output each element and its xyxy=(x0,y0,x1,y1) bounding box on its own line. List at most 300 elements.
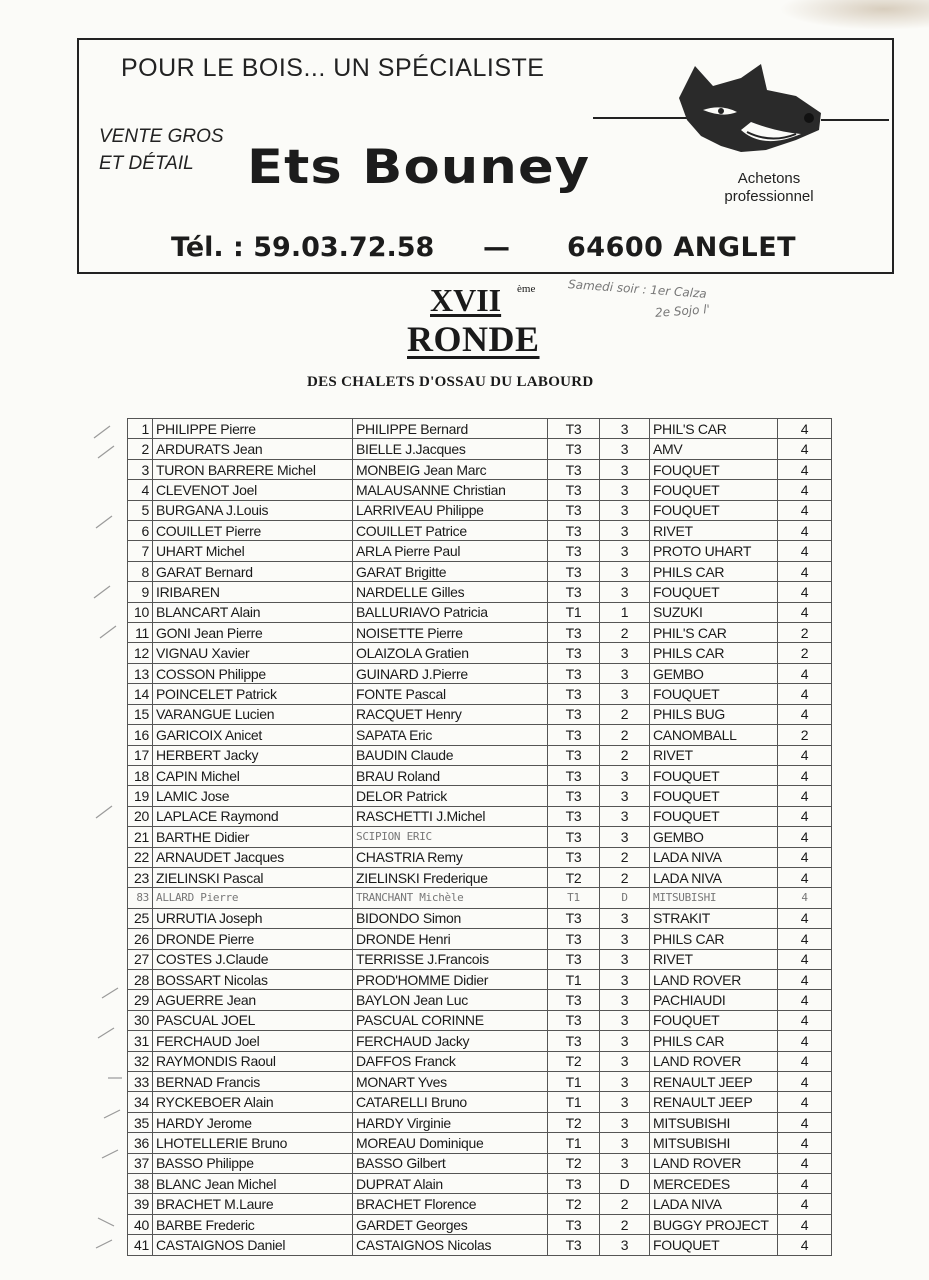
cell-cls: T3 xyxy=(548,990,600,1010)
cell-num: 14 xyxy=(128,684,153,704)
cell-grp: 2 xyxy=(600,1194,650,1214)
cell-grp: 3 xyxy=(600,969,650,989)
cell-pts: 4 xyxy=(778,765,832,785)
ad-achetons-line2: professionnel xyxy=(724,188,814,205)
cell-driver: DRONDE Pierre xyxy=(153,929,353,949)
table-row xyxy=(128,1092,832,1112)
cell-codriver: PHILIPPE Bernard xyxy=(353,419,548,439)
cell-num: 11 xyxy=(128,623,153,643)
cell-cls: T2 xyxy=(548,1112,600,1132)
table-row xyxy=(128,500,832,520)
cell-cls: T3 xyxy=(548,663,600,683)
cell-car: PROTO UHART xyxy=(650,541,778,561)
cell-codriver: BIELLE J.Jacques xyxy=(353,439,548,459)
table-row xyxy=(128,949,832,969)
cell-num: 13 xyxy=(128,663,153,683)
cell-pts: 4 xyxy=(778,439,832,459)
cell-cls: T3 xyxy=(548,623,600,643)
table-row xyxy=(128,1235,832,1256)
ad-achetons-line1: Achetons xyxy=(737,170,801,187)
cell-cls: T3 xyxy=(548,806,600,826)
handwritten-note-line2: 2e Sojo l' xyxy=(654,302,711,320)
cell-grp: 3 xyxy=(600,908,650,928)
cell-num: 10 xyxy=(128,602,153,622)
margin-tick-marks xyxy=(88,418,128,1258)
table-row xyxy=(128,725,832,745)
cell-driver: ALLARD Pierre xyxy=(153,888,353,908)
cell-grp: 2 xyxy=(600,704,650,724)
ad-brand-name: Ets Bouney xyxy=(247,140,591,195)
cell-grp: 3 xyxy=(600,1092,650,1112)
cell-driver: TURON BARRERE Michel xyxy=(153,459,353,479)
cell-car: RENAULT JEEP xyxy=(650,1092,778,1112)
event-subtitle: DES CHALETS D'OSSAU DU LABOURD xyxy=(307,374,594,390)
cell-num: 18 xyxy=(128,765,153,785)
cell-pts: 4 xyxy=(778,684,832,704)
table-row xyxy=(128,908,832,928)
cell-codriver: DELOR Patrick xyxy=(353,786,548,806)
cell-driver: LHOTELLERIE Bruno xyxy=(153,1133,353,1153)
cell-num: 7 xyxy=(128,541,153,561)
cell-codriver: CASTAIGNOS Nicolas xyxy=(353,1235,548,1256)
cell-driver: BOSSART Nicolas xyxy=(153,969,353,989)
cell-grp: 3 xyxy=(600,500,650,520)
table-row xyxy=(128,888,832,908)
cell-driver: GONI Jean Pierre xyxy=(153,623,353,643)
cell-pts: 4 xyxy=(778,847,832,867)
cell-codriver: OLAIZOLA Gratien xyxy=(353,643,548,663)
table-row xyxy=(128,1112,832,1132)
cell-car: PHIL'S CAR xyxy=(650,623,778,643)
table-row xyxy=(128,439,832,459)
ad-tagline: POUR LE BOIS... UN SPÉCIALISTE xyxy=(121,54,545,82)
cell-num: 39 xyxy=(128,1194,153,1214)
table-row xyxy=(128,745,832,765)
cell-codriver: ARLA Pierre Paul xyxy=(353,541,548,561)
cell-cls: T3 xyxy=(548,765,600,785)
cell-cls: T3 xyxy=(548,786,600,806)
cell-num: 5 xyxy=(128,500,153,520)
cell-cls: T3 xyxy=(548,582,600,602)
cell-codriver: GUINARD J.Pierre xyxy=(353,663,548,683)
cell-codriver: NARDELLE Gilles xyxy=(353,582,548,602)
cell-grp: 2 xyxy=(600,623,650,643)
cell-car: PHILS CAR xyxy=(650,1031,778,1051)
cell-num: 15 xyxy=(128,704,153,724)
cell-grp: 3 xyxy=(600,582,650,602)
cell-driver: BASSO Philippe xyxy=(153,1153,353,1173)
cell-num: 40 xyxy=(128,1214,153,1234)
cell-driver: COSTES J.Claude xyxy=(153,949,353,969)
cell-codriver: MONBEIG Jean Marc xyxy=(353,459,548,479)
cell-grp: 3 xyxy=(600,643,650,663)
table-row xyxy=(128,480,832,500)
cell-car: MERCEDES xyxy=(650,1174,778,1194)
table-row xyxy=(128,806,832,826)
cell-car: CANOMBALL xyxy=(650,725,778,745)
cell-codriver: NOISETTE Pierre xyxy=(353,623,548,643)
cell-pts: 4 xyxy=(778,1174,832,1194)
cell-car: GEMBO xyxy=(650,827,778,847)
cell-num: 6 xyxy=(128,521,153,541)
cell-grp: 3 xyxy=(600,949,650,969)
cell-grp: 3 xyxy=(600,1010,650,1030)
table-row xyxy=(128,459,832,479)
cell-pts: 4 xyxy=(778,745,832,765)
cell-num: 41 xyxy=(128,1235,153,1256)
cell-codriver: MOREAU Dominique xyxy=(353,1133,548,1153)
cell-driver: GARICOIX Anicet xyxy=(153,725,353,745)
cell-driver: IRIBAREN xyxy=(153,582,353,602)
cell-car: GEMBO xyxy=(650,663,778,683)
cell-car: FOUQUET xyxy=(650,765,778,785)
cell-driver: BARTHE Didier xyxy=(153,827,353,847)
cell-pts: 4 xyxy=(778,827,832,847)
cell-grp: 3 xyxy=(600,806,650,826)
table-row xyxy=(128,1031,832,1051)
table-row xyxy=(128,847,832,867)
entries-table xyxy=(127,418,832,1256)
cell-codriver: DAFFOS Franck xyxy=(353,1051,548,1071)
cell-grp: 3 xyxy=(600,1112,650,1132)
cell-num: 27 xyxy=(128,949,153,969)
cell-codriver: CATARELLI Bruno xyxy=(353,1092,548,1112)
cell-grp: 3 xyxy=(600,1153,650,1173)
cell-pts: 4 xyxy=(778,704,832,724)
cell-pts: 4 xyxy=(778,908,832,928)
cell-driver: COSSON Philippe xyxy=(153,663,353,683)
cell-num: 20 xyxy=(128,806,153,826)
cell-pts: 4 xyxy=(778,949,832,969)
cell-pts: 2 xyxy=(778,623,832,643)
cell-grp: 2 xyxy=(600,847,650,867)
cell-car: PHILS CAR xyxy=(650,643,778,663)
cell-cls: T3 xyxy=(548,480,600,500)
cell-driver: BRACHET M.Laure xyxy=(153,1194,353,1214)
cell-car: FOUQUET xyxy=(650,480,778,500)
cell-pts: 4 xyxy=(778,1051,832,1071)
cell-car: MITSUBISHI xyxy=(650,1133,778,1153)
cell-cls: T1 xyxy=(548,888,600,908)
cell-driver: UHART Michel xyxy=(153,541,353,561)
cell-pts: 4 xyxy=(778,1092,832,1112)
cell-grp: 3 xyxy=(600,786,650,806)
cell-cls: T3 xyxy=(548,725,600,745)
cell-codriver: MALAUSANNE Christian xyxy=(353,480,548,500)
cell-car: RIVET xyxy=(650,521,778,541)
cell-car: LADA NIVA xyxy=(650,1194,778,1214)
ad-phone: Tél. : 59.03.72.58 xyxy=(171,232,435,263)
table-row xyxy=(128,684,832,704)
cell-driver: COUILLET Pierre xyxy=(153,521,353,541)
cell-grp: 3 xyxy=(600,684,650,704)
cell-num: 33 xyxy=(128,1072,153,1092)
cell-car: AMV xyxy=(650,439,778,459)
ad-vente-line2: ET DÉTAIL xyxy=(99,153,194,174)
cell-driver: GARAT Bernard xyxy=(153,561,353,581)
cell-car: LADA NIVA xyxy=(650,847,778,867)
cell-codriver: COUILLET Patrice xyxy=(353,521,548,541)
cell-cls: T3 xyxy=(548,459,600,479)
cell-driver: FERCHAUD Joel xyxy=(153,1031,353,1051)
cell-num: 30 xyxy=(128,1010,153,1030)
cell-driver: HERBERT Jacky xyxy=(153,745,353,765)
table-row xyxy=(128,867,832,887)
cell-car: LADA NIVA xyxy=(650,867,778,887)
cell-codriver: HARDY Virginie xyxy=(353,1112,548,1132)
table-row xyxy=(128,521,832,541)
table-row xyxy=(128,1194,832,1214)
table-row xyxy=(128,663,832,683)
cell-num: 31 xyxy=(128,1031,153,1051)
cell-codriver: DRONDE Henri xyxy=(353,929,548,949)
cell-pts: 4 xyxy=(778,1153,832,1173)
cell-cls: T3 xyxy=(548,908,600,928)
cell-car: PHILS CAR xyxy=(650,561,778,581)
cell-codriver: GARAT Brigitte xyxy=(353,561,548,581)
cell-pts: 4 xyxy=(778,1194,832,1214)
cell-grp: 3 xyxy=(600,480,650,500)
cell-pts: 4 xyxy=(778,786,832,806)
cell-car: STRAKIT xyxy=(650,908,778,928)
cell-car: FOUQUET xyxy=(650,806,778,826)
cell-grp: 3 xyxy=(600,1133,650,1153)
cell-driver: AGUERRE Jean xyxy=(153,990,353,1010)
ad-vente-line1: VENTE GROS xyxy=(99,126,224,147)
cell-num: 28 xyxy=(128,969,153,989)
cell-car: SUZUKI xyxy=(650,602,778,622)
cell-driver: VIGNAU Xavier xyxy=(153,643,353,663)
cell-cls: T1 xyxy=(548,1072,600,1092)
cell-pts: 2 xyxy=(778,725,832,745)
cell-pts: 2 xyxy=(778,643,832,663)
cell-num: 16 xyxy=(128,725,153,745)
cell-codriver: SCIPION ERIC xyxy=(353,827,548,847)
cell-car: FOUQUET xyxy=(650,459,778,479)
cell-cls: T3 xyxy=(548,684,600,704)
cell-pts: 4 xyxy=(778,582,832,602)
cell-car: PHIL'S CAR xyxy=(650,419,778,439)
cell-grp: 3 xyxy=(600,663,650,683)
cell-driver: BURGANA J.Louis xyxy=(153,500,353,520)
cell-grp: 3 xyxy=(600,419,650,439)
cell-num: 22 xyxy=(128,847,153,867)
table-row xyxy=(128,929,832,949)
cell-cls: T3 xyxy=(548,1174,600,1194)
cell-grp: 3 xyxy=(600,521,650,541)
cell-cls: T3 xyxy=(548,439,600,459)
cell-car: LAND ROVER xyxy=(650,969,778,989)
cell-cls: T3 xyxy=(548,1235,600,1256)
cell-num: 8 xyxy=(128,561,153,581)
table-row xyxy=(128,541,832,561)
cell-driver: VARANGUE Lucien xyxy=(153,704,353,724)
cell-cls: T3 xyxy=(548,745,600,765)
cell-num: 32 xyxy=(128,1051,153,1071)
cell-num: 3 xyxy=(128,459,153,479)
table-row xyxy=(128,990,832,1010)
cell-cls: T2 xyxy=(548,1194,600,1214)
table-row xyxy=(128,1174,832,1194)
cell-pts: 4 xyxy=(778,1112,832,1132)
cell-cls: T1 xyxy=(548,1092,600,1112)
cell-cls: T3 xyxy=(548,561,600,581)
cell-grp: 2 xyxy=(600,745,650,765)
cell-driver: RAYMONDIS Raoul xyxy=(153,1051,353,1071)
cell-pts: 4 xyxy=(778,969,832,989)
cell-car: FOUQUET xyxy=(650,1235,778,1256)
cell-grp: D xyxy=(600,888,650,908)
cell-driver: URRUTIA Joseph xyxy=(153,908,353,928)
cell-grp: 3 xyxy=(600,1051,650,1071)
cell-driver: PHILIPPE Pierre xyxy=(153,419,353,439)
cell-cls: T3 xyxy=(548,500,600,520)
cell-cls: T3 xyxy=(548,643,600,663)
cell-num: 26 xyxy=(128,929,153,949)
cell-codriver: BRACHET Florence xyxy=(353,1194,548,1214)
cell-cls: T3 xyxy=(548,704,600,724)
entries-table-body xyxy=(128,419,832,1256)
cell-codriver: CHASTRIA Remy xyxy=(353,847,548,867)
cell-cls: T1 xyxy=(548,1133,600,1153)
cell-pts: 4 xyxy=(778,888,832,908)
cell-driver: PASCUAL JOEL xyxy=(153,1010,353,1030)
cell-num: 83 xyxy=(128,888,153,908)
cell-num: 34 xyxy=(128,1092,153,1112)
cell-codriver: BALLURIAVO Patricia xyxy=(353,602,548,622)
cell-driver: ARNAUDET Jacques xyxy=(153,847,353,867)
cell-pts: 4 xyxy=(778,806,832,826)
cell-codriver: TERRISSE J.Francois xyxy=(353,949,548,969)
cell-grp: 3 xyxy=(600,990,650,1010)
table-row xyxy=(128,623,832,643)
cell-grp: 3 xyxy=(600,561,650,581)
cell-codriver: RACQUET Henry xyxy=(353,704,548,724)
cell-codriver: LARRIVEAU Philippe xyxy=(353,500,548,520)
cell-pts: 4 xyxy=(778,480,832,500)
cell-grp: 2 xyxy=(600,867,650,887)
cell-car: FOUQUET xyxy=(650,786,778,806)
cell-codriver: BRAU Roland xyxy=(353,765,548,785)
cell-codriver: DUPRAT Alain xyxy=(353,1174,548,1194)
cell-cls: T3 xyxy=(548,929,600,949)
ad-vente xyxy=(99,123,224,177)
cell-car: FOUQUET xyxy=(650,1010,778,1030)
ad-dash: — xyxy=(483,232,510,263)
table-row xyxy=(128,1153,832,1173)
cell-driver: BLANC Jean Michel xyxy=(153,1174,353,1194)
cell-car: RIVET xyxy=(650,949,778,969)
table-row xyxy=(128,602,832,622)
cell-num: 1 xyxy=(128,419,153,439)
cell-num: 25 xyxy=(128,908,153,928)
cell-grp: 3 xyxy=(600,439,650,459)
table-row xyxy=(128,1072,832,1092)
cell-driver: ZIELINSKI Pascal xyxy=(153,867,353,887)
cell-pts: 4 xyxy=(778,500,832,520)
cell-codriver: SAPATA Eric xyxy=(353,725,548,745)
cell-codriver: BAYLON Jean Luc xyxy=(353,990,548,1010)
cell-driver: CASTAIGNOS Daniel xyxy=(153,1235,353,1256)
cell-pts: 4 xyxy=(778,663,832,683)
cell-driver: CLEVENOT Joel xyxy=(153,480,353,500)
cell-pts: 4 xyxy=(778,1010,832,1030)
advertisement-box xyxy=(77,38,894,274)
cell-driver: BLANCART Alain xyxy=(153,602,353,622)
cell-codriver: BAUDIN Claude xyxy=(353,745,548,765)
cell-num: 38 xyxy=(128,1174,153,1194)
table-row xyxy=(128,1133,832,1153)
ad-city: 64600 ANGLET xyxy=(567,232,797,263)
cell-codriver: PASCUAL CORINNE xyxy=(353,1010,548,1030)
cell-grp: 3 xyxy=(600,459,650,479)
cell-num: 37 xyxy=(128,1153,153,1173)
cell-grp: 3 xyxy=(600,827,650,847)
cell-car: PACHIAUDI xyxy=(650,990,778,1010)
cell-num: 29 xyxy=(128,990,153,1010)
cell-num: 17 xyxy=(128,745,153,765)
cell-driver: BERNAD Francis xyxy=(153,1072,353,1092)
cell-grp: 2 xyxy=(600,1214,650,1234)
cell-cls: T1 xyxy=(548,602,600,622)
table-row xyxy=(128,969,832,989)
cell-grp: 2 xyxy=(600,725,650,745)
cell-cls: T3 xyxy=(548,521,600,541)
cell-cls: T3 xyxy=(548,541,600,561)
cell-num: 36 xyxy=(128,1133,153,1153)
table-row xyxy=(128,561,832,581)
cell-pts: 4 xyxy=(778,929,832,949)
cell-cls: T3 xyxy=(548,827,600,847)
table-row xyxy=(128,1010,832,1030)
cell-cls: T3 xyxy=(548,847,600,867)
cell-car: PHILS BUG xyxy=(650,704,778,724)
cell-driver: HARDY Jerome xyxy=(153,1112,353,1132)
table-row xyxy=(128,704,832,724)
cell-cls: T3 xyxy=(548,1214,600,1234)
cell-driver: LAMIC Jose xyxy=(153,786,353,806)
cell-car: PHILS CAR xyxy=(650,929,778,949)
table-row xyxy=(128,1214,832,1234)
cell-pts: 4 xyxy=(778,541,832,561)
event-edition-suffix: ème xyxy=(517,283,536,295)
event-title: RONDE xyxy=(407,319,540,359)
cell-codriver: FONTE Pascal xyxy=(353,684,548,704)
cell-num: 9 xyxy=(128,582,153,602)
table-row xyxy=(128,1051,832,1071)
table-row xyxy=(128,786,832,806)
cell-codriver: ZIELINSKI Frederique xyxy=(353,867,548,887)
cell-pts: 4 xyxy=(778,1214,832,1234)
cell-car: LAND ROVER xyxy=(650,1153,778,1173)
cell-grp: 3 xyxy=(600,1235,650,1256)
cell-cls: T3 xyxy=(548,419,600,439)
cell-grp: D xyxy=(600,1174,650,1194)
cell-car: RIVET xyxy=(650,745,778,765)
cell-num: 23 xyxy=(128,867,153,887)
ad-achetons xyxy=(699,170,839,206)
table-row xyxy=(128,643,832,663)
cell-pts: 4 xyxy=(778,521,832,541)
cell-car: MITSUBISHI xyxy=(650,888,778,908)
cell-num: 12 xyxy=(128,643,153,663)
cell-grp: 3 xyxy=(600,929,650,949)
cell-driver: LAPLACE Raymond xyxy=(153,806,353,826)
cell-pts: 4 xyxy=(778,561,832,581)
cell-cls: T3 xyxy=(548,949,600,969)
cell-driver: BARBE Frederic xyxy=(153,1214,353,1234)
cell-pts: 4 xyxy=(778,602,832,622)
